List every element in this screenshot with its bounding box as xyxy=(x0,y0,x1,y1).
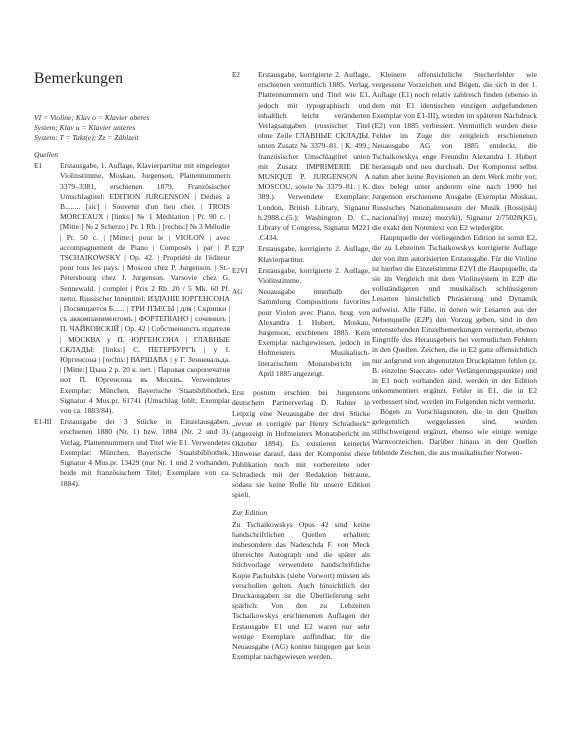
source-description: Neuausgabe innerhalb der Sammlung Compositions favorites pour Violon avec Piano, hrsg. von Alexandra I. Hubert, Moskau, Jurgenson, erschienen 1885. Kein Exemplar nachgewiesen, jedoch in Hofmeisters Musikalisch-literarischem Monatsbericht im April 1885 angezeigt. xyxy=(258,287,370,378)
source-siglum: E2P xyxy=(232,245,244,254)
source-description: Erstausgabe der 3 Stücke in Einzelausgaben, erschienen 1880 (Nr. 1) bzw. 1884 (Nr. 2 und 3). Verlag, Plattennummern und Titel wie E1. Verwendetes Exemplar: München, Bayerische Staatsbibliothek, Signatur 4 Mus.pr. 13429 (nur Nr. 1 und 2 vorhanden, beide mit französischem Titel; Exemplare von ca. 1884). xyxy=(60,417,230,488)
source-entry xyxy=(232,287,370,379)
page-title: Bemerkungen xyxy=(34,70,124,87)
abbreviations xyxy=(34,113,224,144)
source-entry xyxy=(34,161,230,416)
source-description: Erstausgabe, korrigierte 2. Auflage, Violinstimme. xyxy=(258,265,370,286)
source-siglum: AG xyxy=(232,288,243,297)
column-2 xyxy=(232,70,370,670)
paragraph: Kleinere offensichtliche Stecherfehler wie vergessene Vorzeichen und Bögen, die sich in der 1. Auflage (E1) noch relativ zahlreich finden (ebenso in dem mit E1 identischen einzigen aufgefundenen Exemplar von E1-III), wurden im späteren Nachdruck (E2) von 1885 verbessert. Vermutlich wurden diese Fehler im Zuge der zeitgleich erschienenen Neuausgabe AG von 1885 entdeckt, die Tschaikowskys enge Freundin Alexandra I. Hubert herausgab und neu durchsah. Der Komponist selbst nahm aber keine Revisionen an dem Werk mehr vor; dies belegt unter anderem eine nach 1900 bei Jurgenson erschienene Ausgabe (Exemplar Moskau, Russisches Nationalmuseum der Musik (Rossijskij nacional'nyj muzej muzyki), Signatur 2/75028(K5), die exakt den Notentext von E2 wiedergibt. xyxy=(372,70,537,233)
source-entry xyxy=(232,266,370,286)
paragraph: Erst postum erschien bei Jurgensons deutschem Partnerverlag D. Rahter in Leipzig eine Neuausgabe der drei Stücke „revue et corrigée par Henry Schradieck“ (angezeigt in Hofmeisters Monatsbericht im Oktober 1894). Es existieren keinerlei Hinweise darauf, dass der Komponist diese Publikation noch mit vorbereitete oder Schradieck mit der Redaktion betraute, sodass sie keine Rolle für unsere Edition spielt. xyxy=(232,388,370,500)
column-1 xyxy=(34,150,230,490)
source-siglum: E1-III xyxy=(34,418,52,427)
source-description: Erstausgabe, 1. Auflage, Klavierpartitur mit eingelegter Violinstimme, Moskau, Jurgenson, Plattennummern 3379–3381, erschienen 1879. Französischer Umschlagtitel: EDITION JURGENSON | Dédiés à B........ [sic] | Souvenir d'un lieu cher. | TROIS MORCEAUX | [links:] № 1 Méditation | Pr. 90 c. | [Mitte:] № 2 Scherzo | Pr. 1 Rb. | [rechts:] № 3 Mélodie | Pr. 50 c. | [Mitte:] pour le | VIOLON | avec accompagnement de Piano | Composés | par | P. TSCHAIKOWSKY | Op. 42. | Propriété de l'éditeur pour tous les pays. | Moscou chez P. Jurgenson. | St.-Pétersbourg chez J. Jurgenson. Varsovie chez G. Sennewald. | complet | Prix 2 Rb. 20 / 5 Mk. 60 Pf. netto. Russischer Innentitel: ИЗДАНІЕ ЮРГЕНСОНА | Посвящается Б...... | ТРИ ПЪЕСЫ | для | Скрипки | съ аккомпаниментомъ | ФОРТЕПІАНО | сочинилъ | П. ЧАЙКОВСКІЙ | Ор. 42 | Собственность издателя | МОСКВА у П. ЮРГЕНСОНА | ГЛАВНЫЕ СКЛАДЫ: [links:] С. ПЕТЕРБУРГЪ | у І. Юргенсона | [rechts:] ВАРШАВА | у Г. Зенневальда. | [Mitte:] Цъна 2 р. 20 к. нет. | Паровая скоропечатня нот П. Юргенсона въ Москвъ. Verwendetes Exemplar: München, Bayerische Staatsbibliothek, Signatur 4 Mus.pr. 61741 (Umschlag fehlt; Exemplar von ca. 1883/84). xyxy=(60,161,230,416)
paragraph: Zu Tschaikowskys Opus 42 sind keine handschriftlichen Quellen erhalten; insbesondere das Nadeschda F. von Meck übereichte Autograph und die später als Stichvorlage verwendete handschriftliche Kopie Pachulskis (siehe Vorwort) müssen als verschollen gelten. Auch hinsichtlich der Druckausgaben ist die Überlieferung sehr spärlich: Von den zu Lebzeiten Tschaikowskys erschienenen Auflagen der Erstausgabe E1 und E2 waren nur sehr wenige Exemplare auffindbar, für die Neuausgabe (AG) konnte hingegen gar kein Exemplar nachgewiesen werden. xyxy=(232,519,370,662)
abbreviation-line: System; Klav u = Klavier unteres xyxy=(34,123,136,133)
abbreviation-line: System; T = Takt(e); Zz = Zählzeit xyxy=(34,133,139,143)
source-description: Erstausgabe, korrigierte 2. Auflage, Klavierpartitur. xyxy=(258,244,370,264)
paragraph: Bögen zu Vorschlagsnoten, die in den Quellen gelegentlich weggelassen sind, wurden stillschweigend ergänzt, ebenso wie einige wenige Warnvorzeichen. Darüber hinaus in den Quellen fehlende Zeichen, die aus musikalischer Notwen- xyxy=(372,406,537,457)
zur-edition-heading: Zur Edition xyxy=(232,508,268,518)
source-entry xyxy=(232,70,370,243)
paragraph: Hauptquelle der vorliegenden Edition ist somit E2, die zu Lebzeiten Tschaikowskys korrigierte Auflage der von ihm autorisierten Erstausgabe. Für die Violine ist hierbei die Einzelstimme E2VI die Hauptquelle, da sie im Vergleich mit dem Violinsystem in E2P die vollständigeren und musikalisch schlüssigeren Lesarten hinsichtlich Phrasierung und Dynamik aufweist. Alle Fälle, in denen wir Lesarten aus der Nebenquelle (E2P) den Vorzug geben, sind in den untenstehenden Einzelbemerkungen vermerkt, ebenso Eingriffe des Herausgebers bei vermutlichen Fehlern in den Quellen. Zeichen, die in E2 ganz offensichtlich nur aufgrund von abgenutzten Druckplatten fehlen (z. B. einzelne Staccato- oder Verlängerungspunkte) und in E1 noch vorhanden sind, werden in der Edition unkommentiert ergänzt. Fehler in E1, die in E2 verbessert sind, werden im Folgenden nicht vermerkt. xyxy=(372,233,537,406)
column-3 xyxy=(372,70,537,458)
abbreviation-line: VI = Violine; Klav o = Klavier oberes xyxy=(34,113,150,122)
source-entry xyxy=(34,417,230,488)
quellen-heading: Quellen xyxy=(34,150,59,159)
source-entry xyxy=(232,244,370,264)
source-siglum: E1 xyxy=(34,162,42,171)
spacer xyxy=(232,380,370,388)
source-description: Erstausgabe, korrigierte 2. Auflage, erschienen vermutlich 1885. Verlag, Plattennummern und Titel wie E1, jedoch mit typographisch und inhaltlich leicht veränderten Verlagsangaben (russischer Titel ohne Zeile ГЛАВНЫЕ СКЛАДЫ, unten Zusatz № 3379–81. | К. 499.; französischer Umschlagtitel unten mit Zusatz IMPRIMERIE DE MUSIQUE P. JURGENSON A MOSCOU, sowie № 3379–81. | K. 389.). Verwendete Exemplare: London, British Library, Signatur h.2988.c.(5.); Washington D. C., Library of Congress, Signatur M221 .C434. xyxy=(258,70,370,243)
source-siglum: E2VI xyxy=(232,266,248,275)
source-siglum: E2 xyxy=(232,71,240,79)
